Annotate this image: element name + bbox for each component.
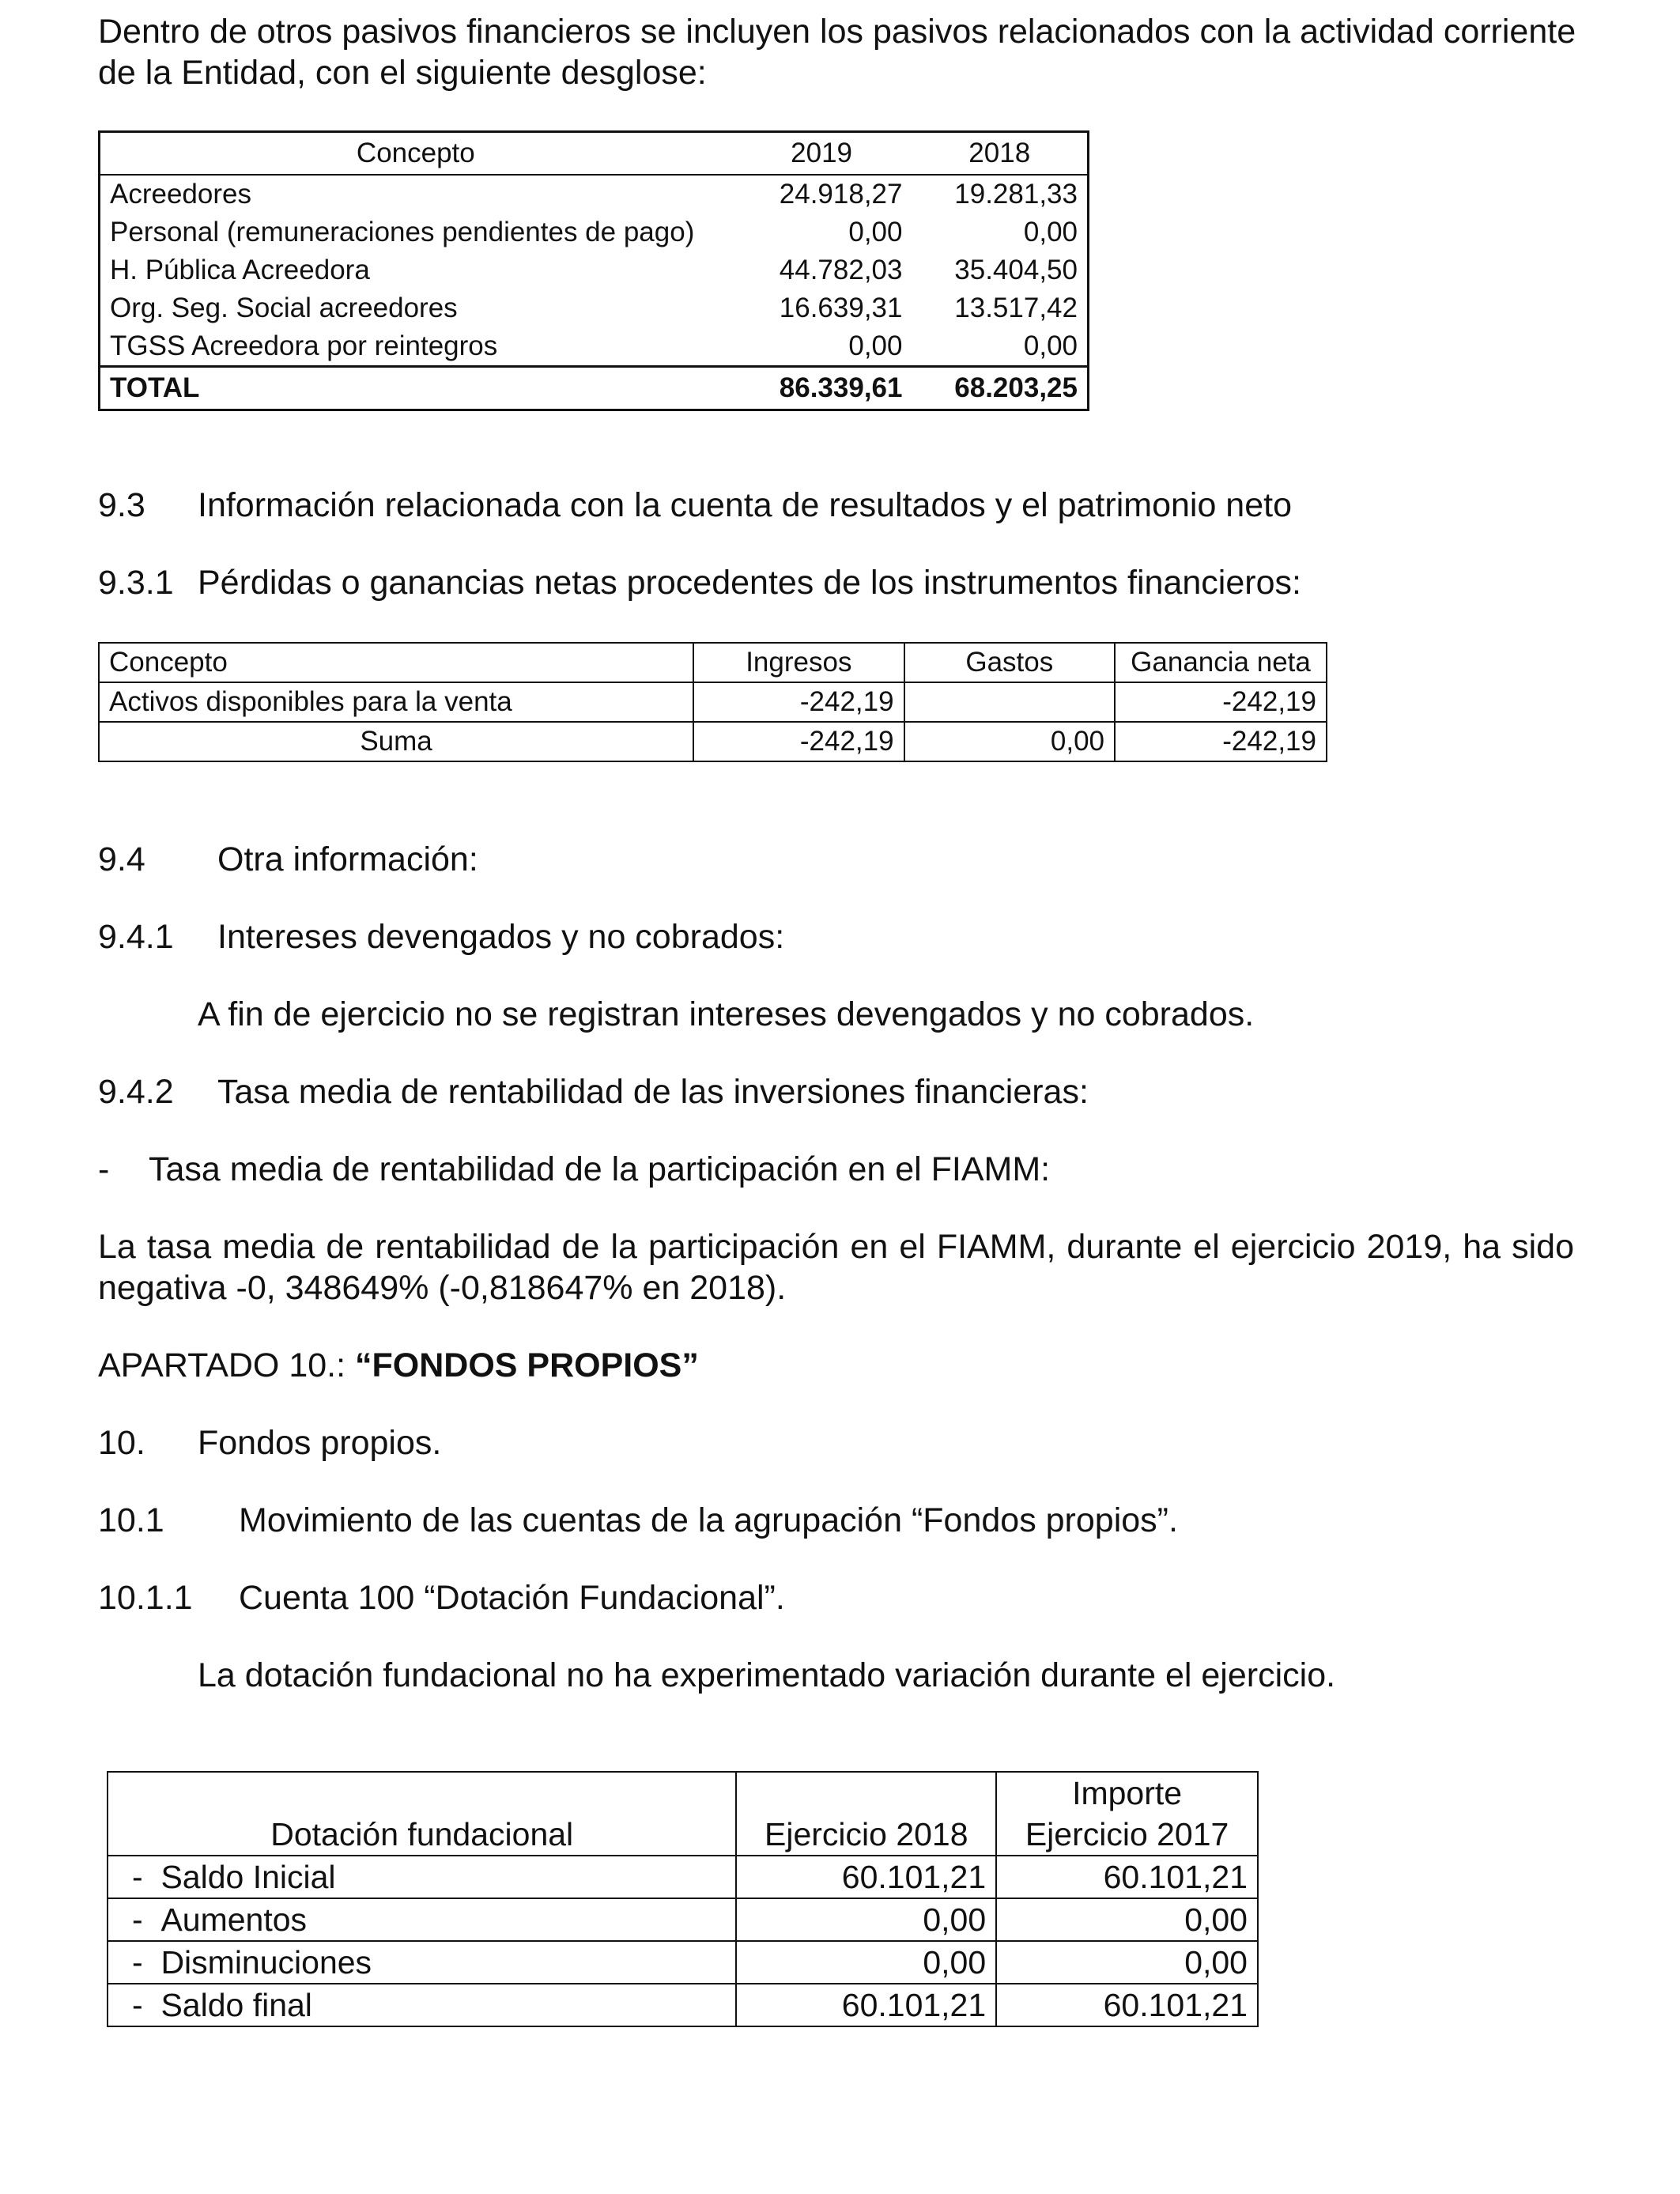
header-2018: 2018 bbox=[912, 132, 1088, 176]
row-label: Activos disponibles para la venta bbox=[99, 682, 693, 722]
total-2018: 68.203,25 bbox=[912, 367, 1088, 410]
section-number: 9.4 bbox=[98, 840, 145, 878]
table-row bbox=[108, 1941, 1258, 1984]
table-header-row-top bbox=[108, 1772, 1258, 1814]
row-ejercicio-2018: 0,00 bbox=[736, 1941, 996, 1984]
row-label: Personal (remuneraciones pendientes de pago) bbox=[110, 217, 695, 247]
section-title: Información relacionada con la cuenta de resultados y el patrimonio neto bbox=[198, 486, 1292, 524]
section-9-4-heading bbox=[98, 839, 1442, 880]
row-dash: - bbox=[132, 1944, 143, 1981]
bullet-fiamm bbox=[98, 1149, 1442, 1190]
para-line-1: La tasa media de rentabilidad de la participación en el FIAMM, durante el ejercicio 2019, ha sido bbox=[98, 1228, 1574, 1266]
table-row bbox=[108, 1898, 1258, 1941]
row-label: Suma bbox=[99, 722, 693, 761]
row-value-2019: 16.639,31 bbox=[779, 293, 903, 323]
section-title: Pérdidas o ganancias netas procedentes de los instrumentos financieros: bbox=[198, 564, 1301, 602]
row-value-2018: 35.404,50 bbox=[954, 255, 1078, 285]
intro-line-1: Dentro de otros pasivos financieros se incluyen los pasivos relacionados con la actividad corriente bbox=[98, 13, 1576, 51]
para-line-2: negativa -0, 348649% (-0,818647% en 2018). bbox=[98, 1269, 787, 1307]
table-row bbox=[99, 682, 1327, 722]
table-row bbox=[99, 722, 1327, 761]
header-concepto: Concepto bbox=[99, 643, 693, 682]
apartado-10-heading bbox=[98, 1345, 699, 1386]
bullet-text: Tasa media de rentabilidad de la participación en el FIAMM: bbox=[149, 1150, 1051, 1188]
header-ejercicio-2018: Ejercicio 2018 bbox=[736, 1814, 996, 1856]
paragraph-10-1-1: La dotación fundacional no ha experimentado variación durante el ejercicio. bbox=[198, 1656, 1336, 1694]
section-number: 9.3 bbox=[98, 486, 145, 524]
header-dotacion: Dotación fundacional bbox=[108, 1814, 736, 1856]
section-10-heading bbox=[98, 1422, 1442, 1463]
row-ejercicio-2018: 60.101,21 bbox=[736, 1984, 996, 2026]
row-label: TGSS Acreedora por reintegros bbox=[110, 330, 498, 361]
row-value-2019: 0,00 bbox=[848, 330, 903, 361]
row-ganancia-neta: -242,19 bbox=[1115, 722, 1327, 761]
row-label-cell bbox=[108, 1898, 736, 1941]
row-value-2018: 0,00 bbox=[1023, 330, 1078, 361]
section-title: Fondos propios. bbox=[198, 1424, 442, 1462]
row-ejercicio-2017: 60.101,21 bbox=[996, 1856, 1258, 1898]
table-row bbox=[108, 1856, 1258, 1898]
paragraph-9-4-1: A fin de ejercicio no se registran intereses devengados y no cobrados. bbox=[198, 995, 1255, 1033]
table-header-row bbox=[99, 643, 1327, 682]
dotacion-table bbox=[107, 1771, 1259, 2027]
table-total-row bbox=[100, 367, 1089, 410]
header-empty bbox=[736, 1772, 996, 1814]
header-ejercicio-2017: Ejercicio 2017 bbox=[996, 1814, 1258, 1856]
row-label: H. Pública Acreedora bbox=[110, 255, 370, 285]
row-label-cell bbox=[108, 1984, 736, 2026]
section-number: 10. bbox=[98, 1424, 145, 1462]
row-gastos: 0,00 bbox=[904, 722, 1115, 761]
row-value-2018: 13.517,42 bbox=[954, 293, 1078, 323]
ganancias-table bbox=[98, 642, 1327, 762]
header-ingresos: Ingresos bbox=[693, 643, 904, 682]
section-title: Movimiento de las cuentas de la agrupación “Fondos propios”. bbox=[239, 1501, 1178, 1539]
table-header-row bbox=[100, 132, 1089, 176]
section-title: Cuenta 100 “Dotación Fundacional”. bbox=[239, 1579, 785, 1617]
section-9-4-2-heading bbox=[98, 1071, 1442, 1112]
row-label-cell bbox=[108, 1941, 736, 1984]
header-concepto: Concepto bbox=[100, 132, 731, 176]
section-10-1-heading bbox=[98, 1500, 1442, 1541]
row-label: Saldo final bbox=[160, 1987, 312, 2023]
section-number: 9.4.2 bbox=[98, 1073, 174, 1111]
section-9-4-1-heading bbox=[98, 916, 1442, 957]
row-ganancia-neta: -242,19 bbox=[1115, 682, 1327, 722]
header-empty bbox=[108, 1772, 736, 1814]
row-dash: - bbox=[132, 1987, 143, 2023]
header-importe: Importe bbox=[996, 1772, 1258, 1814]
row-ingresos: -242,19 bbox=[693, 682, 904, 722]
row-gastos bbox=[904, 682, 1115, 722]
section-9-3-heading bbox=[98, 485, 1442, 526]
section-number: 9.4.1 bbox=[98, 918, 174, 956]
header-2019: 2019 bbox=[731, 132, 912, 176]
table-row bbox=[108, 1984, 1258, 2026]
table-header-row bbox=[108, 1814, 1258, 1856]
row-label: Saldo Inicial bbox=[160, 1859, 336, 1895]
row-ejercicio-2017: 60.101,21 bbox=[996, 1984, 1258, 2026]
section-number: 10.1.1 bbox=[98, 1579, 193, 1617]
section-title: Tasa media de rentabilidad de las inversiones financieras: bbox=[217, 1073, 1089, 1111]
header-gastos: Gastos bbox=[904, 643, 1115, 682]
row-dash: - bbox=[132, 1859, 143, 1895]
row-label-cell bbox=[108, 1856, 736, 1898]
header-ganancia-neta: Ganancia neta bbox=[1115, 643, 1327, 682]
row-dash: - bbox=[132, 1901, 143, 1938]
row-ejercicio-2018: 0,00 bbox=[736, 1898, 996, 1941]
section-number: 10.1 bbox=[98, 1501, 164, 1539]
section-title: Intereses devengados y no cobrados: bbox=[217, 918, 785, 956]
row-label: Aumentos bbox=[160, 1901, 308, 1938]
row-label: Disminuciones bbox=[160, 1944, 372, 1981]
intro-line-2: de la Entidad, con el siguiente desglose: bbox=[98, 54, 707, 92]
table-row bbox=[100, 213, 1089, 251]
apartado-title: “FONDOS PROPIOS” bbox=[355, 1346, 699, 1384]
row-ejercicio-2017: 0,00 bbox=[996, 1898, 1258, 1941]
section-9-3-1-heading bbox=[98, 562, 1442, 603]
row-value-2019: 44.782,03 bbox=[779, 255, 903, 285]
row-ingresos: -242,19 bbox=[693, 722, 904, 761]
row-value-2019: 24.918,27 bbox=[779, 179, 903, 210]
total-2019: 86.339,61 bbox=[731, 367, 912, 410]
total-label: TOTAL bbox=[100, 367, 731, 410]
row-value-2018: 19.281,33 bbox=[954, 179, 1078, 210]
bullet-dash: - bbox=[98, 1150, 110, 1188]
row-label: Acreedores bbox=[110, 179, 251, 210]
section-number: 9.3.1 bbox=[98, 564, 174, 602]
row-value-2018: 0,00 bbox=[1023, 217, 1078, 247]
row-value-2019: 0,00 bbox=[848, 217, 903, 247]
table-row bbox=[100, 327, 1089, 367]
row-label: Org. Seg. Social acreedores bbox=[110, 293, 458, 323]
table-row bbox=[100, 289, 1089, 327]
apartado-prefix: APARTADO 10.: bbox=[98, 1346, 355, 1384]
section-10-1-1-heading bbox=[98, 1577, 1442, 1618]
row-ejercicio-2018: 60.101,21 bbox=[736, 1856, 996, 1898]
table-row bbox=[100, 251, 1089, 289]
table-row bbox=[100, 175, 1089, 213]
pasivos-table bbox=[98, 130, 1089, 411]
section-title: Otra información: bbox=[217, 840, 478, 878]
row-ejercicio-2017: 0,00 bbox=[996, 1941, 1258, 1984]
